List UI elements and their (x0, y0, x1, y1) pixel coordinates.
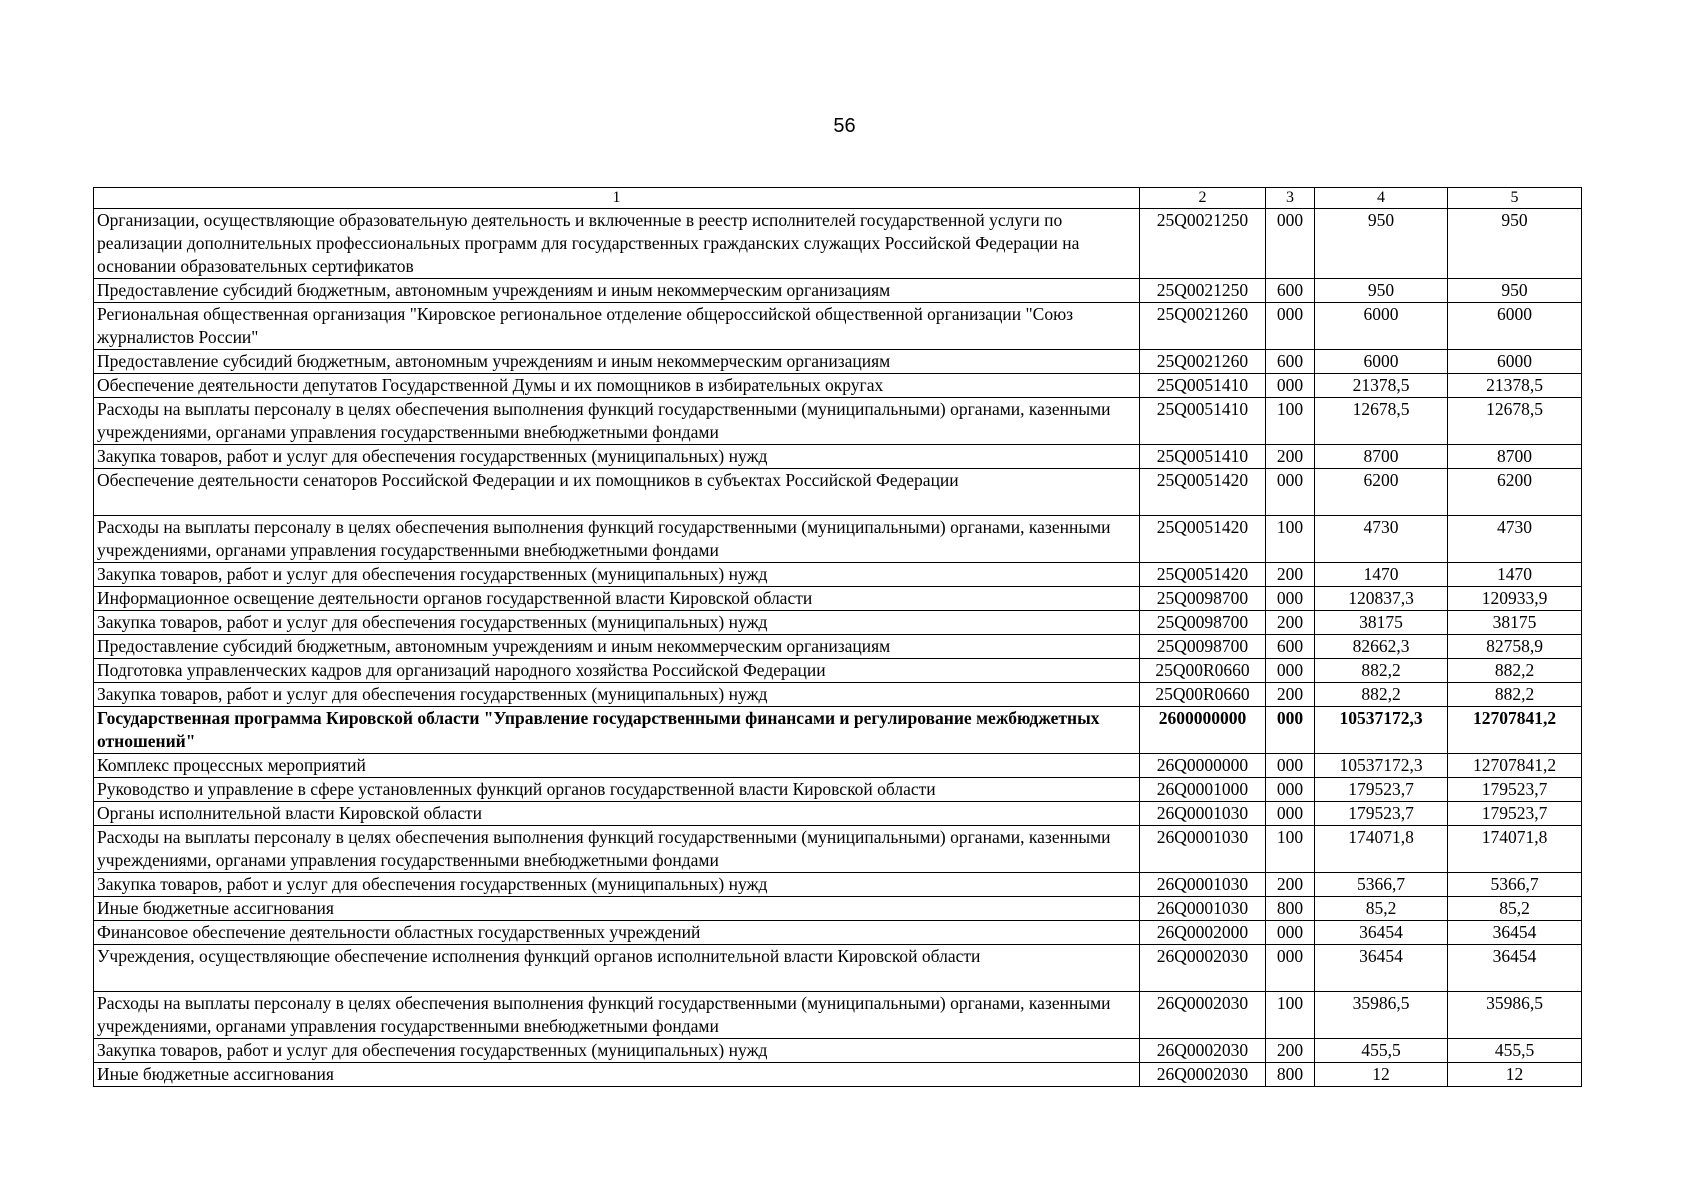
header-row (94, 188, 1582, 209)
table-row (94, 587, 1582, 611)
row-value-4: 1470 (1315, 563, 1448, 587)
table-row (94, 350, 1582, 374)
table-row (94, 611, 1582, 635)
row-group: 000 (1266, 469, 1315, 516)
row-value-4: 950 (1315, 279, 1448, 303)
row-name: Расходы на выплаты персоналу в целях обеспечения выполнения функций государственными (муниципальными) органами, казенными учреждениями, органами управления государственными внебюджетными фондами (94, 516, 1140, 563)
row-group: 600 (1266, 635, 1315, 659)
row-group: 000 (1266, 587, 1315, 611)
row-name: Расходы на выплаты персоналу в целях обеспечения выполнения функций государственными (муниципальными) органами, казенными учреждениями, органами управления государственными внебюджетными фондами (94, 398, 1140, 445)
table-row (94, 279, 1582, 303)
table-row (94, 683, 1582, 707)
row-code: 26Q0001030 (1140, 897, 1266, 921)
row-name: Закупка товаров, работ и услуг для обеспечения государственных (муниципальных) нужд (94, 873, 1140, 897)
column-header: 1 (94, 188, 1140, 209)
row-name: Иные бюджетные ассигнования (94, 1063, 1140, 1087)
row-group: 100 (1266, 516, 1315, 563)
row-value-4: 4730 (1315, 516, 1448, 563)
row-value-4: 882,2 (1315, 683, 1448, 707)
row-name: Предоставление субсидий бюджетным, автономным учреждениям и иным некоммерческим организациям (94, 635, 1140, 659)
row-name: Предоставление субсидий бюджетным, автономным учреждениям и иным некоммерческим организациям (94, 279, 1140, 303)
table-row (94, 897, 1582, 921)
row-value-5: 455,5 (1448, 1039, 1582, 1063)
row-code: 25Q00R0660 (1140, 659, 1266, 683)
table-row (94, 802, 1582, 826)
row-name: Руководство и управление в сфере установленных функций органов государственной власти Кировской области (94, 778, 1140, 802)
table-row (94, 209, 1582, 279)
table-row (94, 398, 1582, 445)
table-row (94, 469, 1582, 516)
row-code: 26Q0001030 (1140, 802, 1266, 826)
row-code: 26Q0002030 (1140, 1039, 1266, 1063)
row-name: Подготовка управленческих кадров для организаций народного хозяйства Российской Федерации (94, 659, 1140, 683)
row-group: 000 (1266, 778, 1315, 802)
row-name: Органы исполнительной власти Кировской области (94, 802, 1140, 826)
row-code: 25Q0021260 (1140, 350, 1266, 374)
column-header: 5 (1448, 188, 1582, 209)
row-group: 100 (1266, 992, 1315, 1039)
row-code: 25Q0098700 (1140, 611, 1266, 635)
table-row (94, 1063, 1582, 1087)
row-value-4: 179523,7 (1315, 778, 1448, 802)
row-value-5: 6000 (1448, 303, 1582, 350)
row-value-5: 6200 (1448, 469, 1582, 516)
table-row (94, 659, 1582, 683)
row-value-5: 882,2 (1448, 659, 1582, 683)
row-name: Организации, осуществляющие образовательную деятельность и включенные в реестр исполнителей государственной услуги по реализации дополнительных профессиональных программ для государственных гражданских служащих Российской Федерации на основании образовательных сертификатов (94, 209, 1140, 279)
row-value-4: 6000 (1315, 350, 1448, 374)
row-value-5: 35986,5 (1448, 992, 1582, 1039)
row-code: 25Q0051420 (1140, 516, 1266, 563)
row-value-5: 36454 (1448, 945, 1582, 992)
row-value-4: 179523,7 (1315, 802, 1448, 826)
row-code: 26Q0002000 (1140, 921, 1266, 945)
row-name: Обеспечение деятельности сенаторов Российской Федерации и их помощников в субъектах Российской Федерации (94, 469, 1140, 516)
table-row (94, 707, 1582, 754)
row-value-4: 38175 (1315, 611, 1448, 635)
row-group: 000 (1266, 802, 1315, 826)
row-code: 26Q0001030 (1140, 826, 1266, 873)
table-row (94, 563, 1582, 587)
table-row (94, 374, 1582, 398)
row-value-4: 882,2 (1315, 659, 1448, 683)
row-value-5: 82758,9 (1448, 635, 1582, 659)
row-value-4: 12 (1315, 1063, 1448, 1087)
row-value-4: 36454 (1315, 921, 1448, 945)
row-name: Закупка товаров, работ и услуг для обеспечения государственных (муниципальных) нужд (94, 1039, 1140, 1063)
row-value-4: 174071,8 (1315, 826, 1448, 873)
row-group: 600 (1266, 279, 1315, 303)
row-value-4: 5366,7 (1315, 873, 1448, 897)
row-group: 200 (1266, 563, 1315, 587)
row-value-4: 35986,5 (1315, 992, 1448, 1039)
table-row (94, 1039, 1582, 1063)
row-name: Закупка товаров, работ и услуг для обеспечения государственных (муниципальных) нужд (94, 683, 1140, 707)
row-group: 200 (1266, 1039, 1315, 1063)
row-value-5: 174071,8 (1448, 826, 1582, 873)
table-row (94, 826, 1582, 873)
row-name: Комплекс процессных мероприятий (94, 754, 1140, 778)
row-value-4: 6000 (1315, 303, 1448, 350)
row-value-4: 36454 (1315, 945, 1448, 992)
row-code: 25Q0098700 (1140, 635, 1266, 659)
row-value-4: 6200 (1315, 469, 1448, 516)
row-group: 000 (1266, 374, 1315, 398)
row-name: Закупка товаров, работ и услуг для обеспечения государственных (муниципальных) нужд (94, 611, 1140, 635)
row-value-5: 882,2 (1448, 683, 1582, 707)
row-value-5: 21378,5 (1448, 374, 1582, 398)
row-value-5: 85,2 (1448, 897, 1582, 921)
row-value-4: 21378,5 (1315, 374, 1448, 398)
row-group: 000 (1266, 945, 1315, 992)
row-code: 25Q0098700 (1140, 587, 1266, 611)
row-value-5: 12707841,2 (1448, 754, 1582, 778)
table-row (94, 303, 1582, 350)
column-header: 2 (1140, 188, 1266, 209)
row-code: 25Q0051420 (1140, 563, 1266, 587)
table-row (94, 635, 1582, 659)
table-row (94, 516, 1582, 563)
row-code: 2600000000 (1140, 707, 1266, 754)
row-name: Региональная общественная организация "Кировское региональное отделение общероссийской общественной организации "Союз журналистов России" (94, 303, 1140, 350)
row-value-5: 12 (1448, 1063, 1582, 1087)
row-name: Обеспечение деятельности депутатов Государственной Думы и их помощников в избирательных округах (94, 374, 1140, 398)
row-group: 200 (1266, 683, 1315, 707)
table-row (94, 873, 1582, 897)
row-name: Закупка товаров, работ и услуг для обеспечения государственных (муниципальных) нужд (94, 445, 1140, 469)
row-group: 200 (1266, 611, 1315, 635)
column-header: 3 (1266, 188, 1315, 209)
row-group: 800 (1266, 897, 1315, 921)
row-group: 000 (1266, 209, 1315, 279)
row-value-5: 6000 (1448, 350, 1582, 374)
row-code: 25Q0051420 (1140, 469, 1266, 516)
row-group: 000 (1266, 707, 1315, 754)
row-group: 000 (1266, 659, 1315, 683)
row-group: 200 (1266, 445, 1315, 469)
column-header: 4 (1315, 188, 1448, 209)
row-name: Информационное освещение деятельности органов государственной власти Кировской области (94, 587, 1140, 611)
row-group: 000 (1266, 303, 1315, 350)
row-code: 25Q0021250 (1140, 209, 1266, 279)
row-value-5: 179523,7 (1448, 778, 1582, 802)
row-group: 100 (1266, 826, 1315, 873)
row-name: Закупка товаров, работ и услуг для обеспечения государственных (муниципальных) нужд (94, 563, 1140, 587)
row-code: 26Q0000000 (1140, 754, 1266, 778)
row-code: 26Q0002030 (1140, 1063, 1266, 1087)
row-group: 600 (1266, 350, 1315, 374)
table-row (94, 921, 1582, 945)
row-value-4: 950 (1315, 209, 1448, 279)
row-group: 000 (1266, 754, 1315, 778)
row-name: Иные бюджетные ассигнования (94, 897, 1140, 921)
row-value-5: 38175 (1448, 611, 1582, 635)
row-value-5: 1470 (1448, 563, 1582, 587)
row-value-5: 5366,7 (1448, 873, 1582, 897)
row-code: 25Q0021260 (1140, 303, 1266, 350)
row-group: 000 (1266, 921, 1315, 945)
row-group: 100 (1266, 398, 1315, 445)
row-code: 26Q0002030 (1140, 945, 1266, 992)
row-value-5: 950 (1448, 209, 1582, 279)
row-value-4: 10537172,3 (1315, 754, 1448, 778)
row-value-5: 36454 (1448, 921, 1582, 945)
table-row (94, 778, 1582, 802)
row-code: 26Q0002030 (1140, 992, 1266, 1039)
table-row (94, 754, 1582, 778)
table-row (94, 445, 1582, 469)
row-name: Финансовое обеспечение деятельности областных государственных учреждений (94, 921, 1140, 945)
row-code: 26Q0001000 (1140, 778, 1266, 802)
row-value-4: 8700 (1315, 445, 1448, 469)
row-code: 25Q0021250 (1140, 279, 1266, 303)
row-group: 200 (1266, 873, 1315, 897)
row-value-4: 10537172,3 (1315, 707, 1448, 754)
page-number: 56 (833, 115, 856, 137)
row-code: 25Q0051410 (1140, 445, 1266, 469)
row-name: Расходы на выплаты персоналу в целях обеспечения выполнения функций государственными (муниципальными) органами, казенными учреждениями, органами управления государственными внебюджетными фондами (94, 992, 1140, 1039)
row-name: Государственная программа Кировской области "Управление государственными финансами и регулирование межбюджетных отношений" (94, 707, 1140, 754)
row-code: 25Q0051410 (1140, 374, 1266, 398)
row-name: Предоставление субсидий бюджетным, автономным учреждениям и иным некоммерческим организациям (94, 350, 1140, 374)
row-value-5: 950 (1448, 279, 1582, 303)
row-value-5: 179523,7 (1448, 802, 1582, 826)
row-name: Расходы на выплаты персоналу в целях обеспечения выполнения функций государственными (муниципальными) органами, казенными учреждениями, органами управления государственными внебюджетными фондами (94, 826, 1140, 873)
table-row (94, 992, 1582, 1039)
row-value-5: 4730 (1448, 516, 1582, 563)
row-value-4: 455,5 (1315, 1039, 1448, 1063)
table-row (94, 945, 1582, 992)
row-value-5: 120933,9 (1448, 587, 1582, 611)
row-value-4: 12678,5 (1315, 398, 1448, 445)
row-value-4: 82662,3 (1315, 635, 1448, 659)
row-value-4: 120837,3 (1315, 587, 1448, 611)
row-value-4: 85,2 (1315, 897, 1448, 921)
row-code: 25Q00R0660 (1140, 683, 1266, 707)
row-value-5: 8700 (1448, 445, 1582, 469)
row-name: Учреждения, осуществляющие обеспечение исполнения функций органов исполнительной власти Кировской области (94, 945, 1140, 992)
row-value-5: 12678,5 (1448, 398, 1582, 445)
row-code: 26Q0001030 (1140, 873, 1266, 897)
budget-table (93, 187, 1582, 1087)
row-group: 800 (1266, 1063, 1315, 1087)
row-value-5: 12707841,2 (1448, 707, 1582, 754)
row-code: 25Q0051410 (1140, 398, 1266, 445)
